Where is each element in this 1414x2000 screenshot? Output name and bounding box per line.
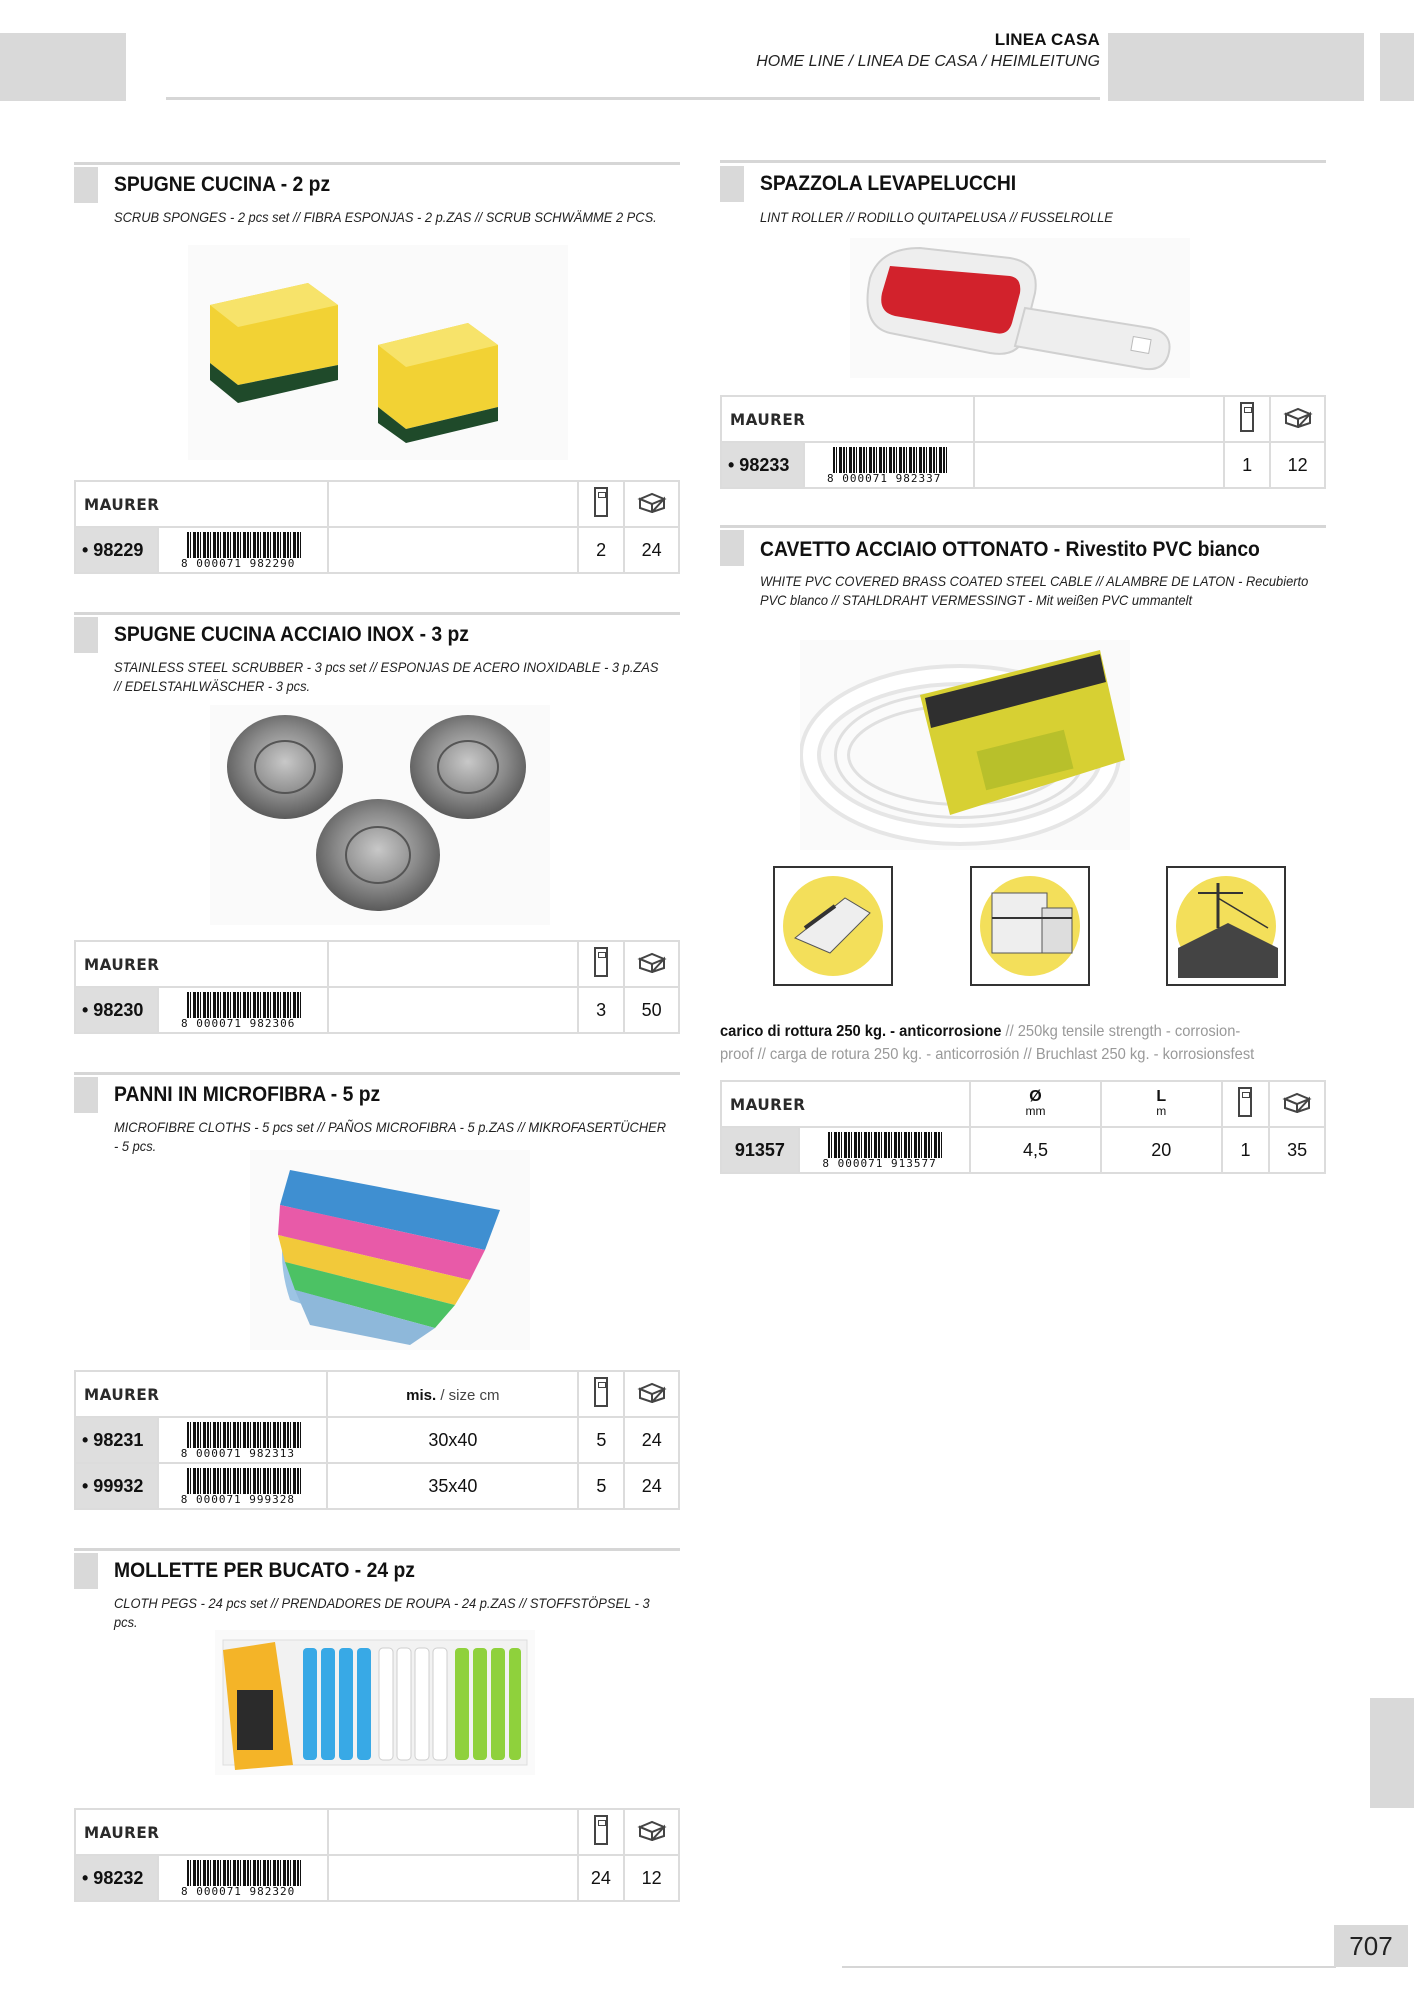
brand-logo: MAURER (83, 954, 160, 974)
diameter-label: Ø (1029, 1088, 1042, 1105)
box-icon-cell (624, 941, 679, 987)
cable-title-rest: - Rivestito PVC bianco (1048, 538, 1260, 561)
footer-rule (842, 1966, 1336, 1968)
cable-note-main: carico di rottura 250 kg. - anticorrosione (720, 1023, 1002, 1040)
item-code: • 98229 (75, 527, 158, 573)
table-row (75, 987, 679, 1033)
header-right-block (1108, 33, 1364, 101)
box-qty: 24 (624, 1417, 679, 1463)
brand-logo: MAURER (729, 1094, 806, 1114)
lint-roller-image (850, 238, 1190, 378)
lint-roller-table (720, 395, 1326, 489)
header-edge-block (1380, 33, 1414, 101)
section-rule (720, 160, 1326, 163)
size-label-alt: / size cm (440, 1386, 500, 1404)
size-header (327, 1371, 578, 1417)
diameter-header (970, 1081, 1101, 1127)
box-icon-cell (1270, 396, 1325, 442)
header-left-block (0, 33, 126, 101)
pack-icon (594, 947, 608, 977)
pack-qty: 1 (1222, 1127, 1270, 1173)
pack-qty: 5 (578, 1417, 624, 1463)
length-value: 20 (1101, 1127, 1222, 1173)
page-number: 707 (1334, 1925, 1408, 1967)
table-row (75, 1463, 679, 1509)
length-unit: m (1156, 1104, 1167, 1118)
box-qty: 50 (624, 987, 679, 1033)
spacer-cell (328, 987, 578, 1033)
item-code: • 98232 (75, 1855, 158, 1901)
section-subtitle-pegs: CLOTH PEGS - 24 pcs set // PRENDADORES DE ROUPA - 24 p.ZAS // STOFFSTÖPSEL - 3 pcs. (114, 1595, 650, 1630)
section-subtitle-sponges: SCRUB SPONGES - 2 pcs set // FIBRA ESPONJAS - 2 p.ZAS // SCRUB SCHWÄMME 2 PCS. (114, 209, 657, 225)
pack-qty: 3 (578, 987, 624, 1033)
pack-qty: 5 (578, 1463, 624, 1509)
section-subtitle-lint-roller: LINT ROLLER // RODILLO QUITAPELUSA // FUSSELROLLE (760, 209, 1113, 225)
section-rule (74, 1072, 680, 1075)
spacer-cell (974, 442, 1224, 488)
cable-note-rest: // 250kg tensile strength - corrosion-proof // carga de rotura 250 kg. - anticorrosión // Bruchlast 250 kg. - korrosionsfest (720, 1023, 1255, 1063)
pack-qty: 1 (1224, 442, 1270, 488)
pegs-image (215, 1630, 535, 1775)
brand-cell (75, 1371, 327, 1417)
section-rule (720, 525, 1326, 528)
header-title: LINEA CASA (994, 30, 1100, 49)
pack-icon-cell (578, 941, 624, 987)
length-label: L (1156, 1088, 1167, 1105)
steel-scrubber-table (74, 940, 680, 1034)
brand-cell (75, 1809, 328, 1855)
barcode: 8 000071 913577 (822, 1130, 946, 1170)
section-marker (74, 617, 98, 653)
length-header (1101, 1081, 1222, 1127)
table-header (75, 481, 679, 527)
section-marker (74, 167, 98, 203)
box-qty: 35 (1269, 1127, 1325, 1173)
usage-pictogram (1166, 866, 1286, 986)
table-row (75, 527, 679, 573)
item-code: • 98230 (75, 987, 158, 1033)
header-subtitle: HOME LINE / LINEA DE CASA / HEIMLEITUNG (756, 53, 1100, 70)
box-qty: 12 (624, 1855, 679, 1901)
barcode: 8 000071 999328 (181, 1466, 305, 1506)
box-icon (637, 1819, 667, 1841)
diameter-value: 4,5 (970, 1127, 1101, 1173)
section-title-lint-roller: SPAZZOLA LEVAPELUCCHI (760, 172, 1017, 195)
section-title-sponges: SPUGNE CUCINA - 2 pz (114, 173, 331, 196)
sponges-image (188, 245, 568, 460)
box-icon-cell (624, 1371, 679, 1417)
box-qty: 24 (624, 1463, 679, 1509)
section-title-pegs: MOLLETTE PER BUCATO - 24 pz (114, 1559, 415, 1582)
spacer-cell (974, 396, 1224, 442)
item-code: • 98233 (721, 442, 804, 488)
barcode: 8 000071 982320 (181, 1858, 305, 1898)
table-header (75, 1809, 679, 1855)
table-header (75, 1371, 679, 1417)
item-code: • 99932 (75, 1463, 158, 1509)
barcode-cell (158, 1855, 328, 1901)
pack-icon (594, 1815, 608, 1845)
section-marker (720, 530, 744, 566)
section-title-steel-scrubber: SPUGNE CUCINA ACCIAIO INOX - 3 pz (114, 623, 469, 646)
barcode-cell (158, 987, 328, 1033)
box-icon-cell (624, 1809, 679, 1855)
section-rule (74, 162, 680, 165)
section-rule (74, 612, 680, 615)
pack-icon-cell (578, 1809, 625, 1855)
brand-cell (75, 481, 328, 527)
pack-icon-cell (578, 481, 624, 527)
section-title-cable (760, 538, 1260, 562)
barcode-cell (804, 442, 974, 488)
pack-qty: 24 (578, 1855, 625, 1901)
section-subtitle-cable: WHITE PVC COVERED BRASS COATED STEEL CABLE // ALAMBRE DE LATON - Recubierto PVC blanco // STAHLDRAHT VERMESSINGT - Mit weißen PVC ummantelt (760, 573, 1309, 608)
pegs-table (74, 1808, 680, 1902)
microfibre-table (74, 1370, 680, 1510)
box-icon-cell (624, 481, 679, 527)
pack-icon-cell (1224, 396, 1270, 442)
table-header (721, 1081, 1325, 1127)
box-qty: 12 (1270, 442, 1325, 488)
box-icon (637, 951, 667, 973)
section-title-microfibre: PANNI IN MICROFIBRA - 5 pz (114, 1083, 381, 1106)
barcode: 8 000071 982337 (827, 445, 951, 485)
table-row (75, 1417, 679, 1463)
barcode: 8 000071 982313 (181, 1420, 305, 1460)
section-marker (720, 166, 744, 202)
size-value: 30x40 (327, 1417, 578, 1463)
barcode: 8 000071 982306 (181, 990, 305, 1030)
cable-title-main: CAVETTO ACCIAIO OTTONATO (760, 538, 1049, 561)
brand-logo: MAURER (83, 1384, 160, 1404)
cable-image (800, 640, 1130, 850)
microfibre-image (250, 1150, 530, 1350)
barcode-cell (158, 1463, 327, 1509)
box-icon (1282, 1091, 1312, 1113)
barcode-cell (799, 1127, 970, 1173)
brand-cell (721, 1081, 970, 1127)
size-value: 35x40 (327, 1463, 578, 1509)
steel-scrubber-image (210, 705, 550, 925)
brand-logo: MAURER (83, 1822, 160, 1842)
spacer-cell (328, 527, 578, 573)
size-label: mis. (406, 1386, 437, 1404)
section-marker (74, 1553, 98, 1589)
sponges-table (74, 480, 680, 574)
box-icon (637, 1381, 667, 1403)
side-tab (1370, 1698, 1414, 1808)
spacer-cell (328, 941, 578, 987)
pack-icon (594, 1377, 608, 1407)
usage-pictogram (773, 866, 893, 986)
brand-cell (75, 941, 328, 987)
brand-logo: MAURER (729, 409, 806, 429)
brand-cell (721, 396, 974, 442)
brand-logo: MAURER (83, 494, 160, 514)
pack-icon-cell (578, 1371, 624, 1417)
spacer-cell (328, 481, 578, 527)
table-header (75, 941, 679, 987)
usage-pictogram (970, 866, 1090, 986)
box-icon (1283, 406, 1313, 428)
pack-icon (594, 487, 608, 517)
header-rule (166, 97, 1100, 100)
barcode-cell (158, 527, 328, 573)
pack-icon (1240, 402, 1254, 432)
barcode: 8 000071 982290 (181, 530, 305, 570)
section-subtitle-steel-scrubber: STAINLESS STEEL SCRUBBER - 3 pcs set // ESPONJAS DE ACERO INOXIDABLE - 3 p.ZAS // EDELSTAHLWÄSCHER - 3 pcs. (114, 659, 659, 694)
box-icon-cell (1269, 1081, 1325, 1127)
box-qty: 24 (624, 527, 679, 573)
table-row (721, 442, 1325, 488)
item-code: 91357 (721, 1127, 799, 1173)
spacer-cell (328, 1855, 578, 1901)
cable-note (720, 1020, 1272, 1066)
table-header (721, 396, 1325, 442)
pack-icon (1238, 1087, 1252, 1117)
cable-table (720, 1080, 1326, 1174)
table-row (75, 1855, 679, 1901)
pack-icon-cell (1222, 1081, 1270, 1127)
spacer-cell (328, 1809, 578, 1855)
section-rule (74, 1548, 680, 1551)
item-code: • 98231 (75, 1417, 158, 1463)
section-subtitle-microfibre: MICROFIBRE CLOTHS - 5 pcs set // PAÑOS MICROFIBRA - 5 p.ZAS // MIKROFASERTÜCHER - 5 pcs. (114, 1119, 667, 1154)
box-icon (637, 491, 667, 513)
section-marker (74, 1077, 98, 1113)
table-row (721, 1127, 1325, 1173)
diameter-unit: mm (1025, 1104, 1046, 1118)
barcode-cell (158, 1417, 327, 1463)
pack-qty: 2 (578, 527, 624, 573)
